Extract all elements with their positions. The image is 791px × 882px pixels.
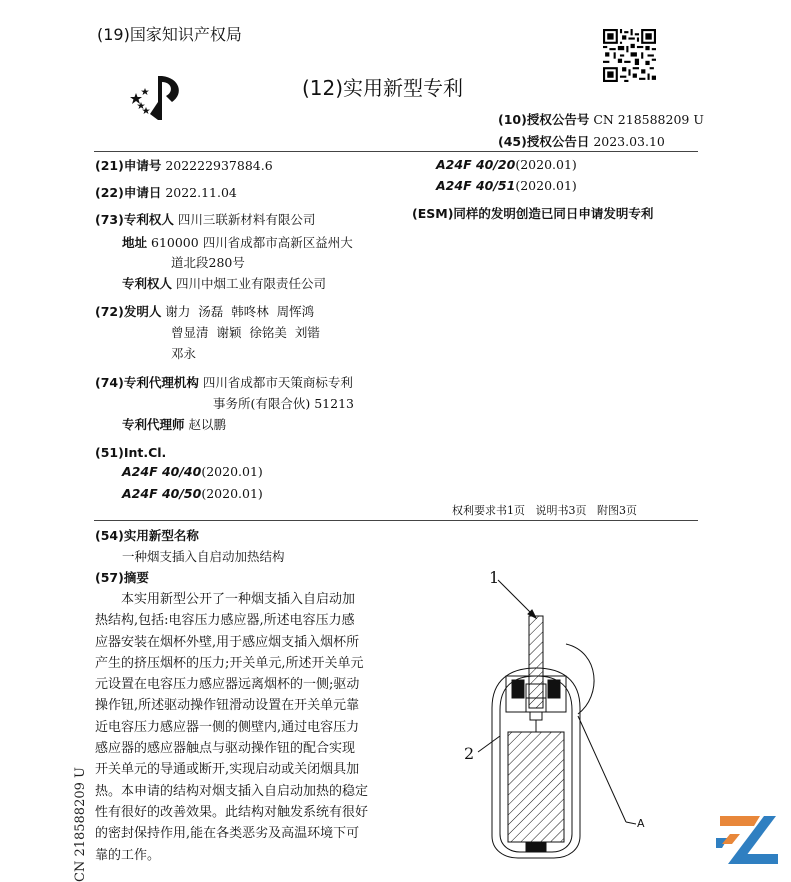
sensor-right — [548, 680, 560, 698]
device-drawing — [478, 580, 636, 858]
leader-line-a — [578, 716, 626, 822]
abstract-text — [95, 589, 368, 866]
figure-label-a: A — [637, 817, 645, 830]
figure-label-1: 1 — [489, 568, 500, 587]
abstract-line: 产生的挤压烟杯的压力;开关单元,所述开关单元 — [95, 655, 364, 671]
abstract-line: 开关单元的导通或断开,实现启动或关闭烟具加 — [95, 762, 360, 778]
abstract-line: 热结构,包括:电容压力感应器,所述电容压力感 — [95, 613, 355, 629]
intcl-entry-1 — [122, 464, 263, 479]
intcl-version: (2020.01) — [201, 486, 263, 501]
patentee-2-label: 专利权人 — [122, 276, 173, 291]
application-number-label: (21)申请号 — [95, 158, 162, 173]
abstract-line: 元设置在电容压力感应器远离烟杯的一侧;驱动 — [95, 677, 360, 693]
bottom-contact — [526, 842, 546, 852]
patentee-2-value: 四川中烟工业有限责任公司 — [176, 276, 327, 291]
abstract-line: 感应器的感应器触点与驱动操作钮的配合实现 — [95, 741, 356, 757]
abstract-line: 操作钮,所述驱动操作钮滑动设置在开关单元靠 — [95, 698, 360, 714]
publication-date-label: (45)授权公告日 — [498, 134, 590, 149]
page-counts: 权利要求书1页 说明书3页 附图3页 — [452, 504, 637, 517]
document-type-title: (12)实用新型专利 — [302, 76, 464, 100]
abstract-line: 热。本申请的结构对烟支插入自启动加热的稳定 — [95, 783, 369, 799]
address-label: 地址 — [122, 235, 148, 250]
abstract-line: 应器安装在烟杯外壁,用于感应烟支插入烟杯所 — [95, 634, 360, 650]
intcl-code: A24F 40/50 — [122, 486, 202, 501]
publication-number-value: CN 218588209 U — [593, 112, 704, 127]
agent-label: 专利代理师 — [122, 417, 185, 432]
patentee-1-value: 四川三联新材料有限公司 — [177, 212, 316, 227]
intcl-code: A24F 40/51 — [436, 178, 516, 193]
publication-date — [498, 132, 665, 150]
middle-divider — [94, 520, 698, 521]
top-divider — [94, 151, 698, 152]
address — [122, 232, 353, 253]
qr-code-icon — [603, 29, 656, 82]
inventors-line-3: 邓永 — [171, 346, 197, 361]
intcl-code: A24F 40/20 — [436, 157, 516, 172]
abstract-line: 本实用新型公开了一种烟支插入自启动加 — [121, 592, 356, 607]
abstract-line: 的密封保持作用,能在各类恶劣及高温环境下可 — [95, 826, 360, 842]
agent-value: 赵以鹏 — [188, 417, 227, 432]
intcl-right-entry-2 — [436, 178, 577, 193]
application-date-value: 2022.11.04 — [165, 185, 237, 200]
inventors-line-1: 谢力 汤磊 韩咚林 周恽鸿 — [165, 304, 315, 319]
utility-model-title-label: (54)实用新型名称 — [95, 528, 199, 543]
intcl-version: (2020.01) — [515, 157, 577, 172]
application-date-label: (22)申请日 — [95, 185, 162, 200]
publication-number — [498, 110, 704, 128]
abstract-label: (57)摘要 — [95, 570, 149, 585]
agent — [122, 414, 226, 435]
esm-note: (ESM)同样的发明创造已同日申请发明专利 — [412, 206, 654, 221]
intcl-version: (2020.01) — [515, 178, 577, 193]
application-date — [95, 182, 237, 203]
agency-line-1: 四川省成都市天策商标专利 — [202, 375, 353, 390]
sensor-left — [512, 680, 524, 698]
inventors-line-2: 曾显清 谢颖 徐铭美 刘锴 — [171, 325, 320, 340]
patentee-label: (73)专利权人 — [95, 212, 174, 227]
leader-line-2 — [478, 736, 500, 752]
address-line-2: 道北段280号 — [171, 255, 245, 270]
drive-button — [530, 712, 542, 720]
patentee-1 — [95, 209, 315, 230]
agency-label: (74)专利代理机构 — [95, 375, 199, 390]
figure-label-2: 2 — [464, 744, 475, 763]
intcl-code: A24F 40/40 — [122, 464, 202, 479]
utility-model-title: 一种烟支插入自启动加热结构 — [122, 549, 285, 564]
intcl-version: (2020.01) — [201, 464, 263, 479]
application-number-value: 202222937884.6 — [165, 158, 273, 173]
address-line-1: 610000 四川省成都市高新区益州大 — [151, 235, 353, 250]
abstract-line: 靠的工作。 — [95, 847, 161, 863]
office-name: (19)国家知识产权局 — [97, 25, 242, 44]
abstract-line: 性有很好的改善效果。此结构对触发系统有很好 — [95, 804, 369, 820]
battery — [508, 732, 564, 842]
watermark-logo-icon — [714, 812, 780, 868]
patentee-2 — [122, 273, 326, 294]
intcl-right-entry-1 — [436, 157, 577, 172]
intcl-entry-2 — [122, 486, 263, 501]
publication-number-label: (10)授权公告号 — [498, 112, 590, 127]
inventors-label: (72)发明人 — [95, 304, 162, 319]
side-number: CN 218588209 U — [73, 767, 88, 882]
intcl-label: (51)Int.Cl. — [95, 445, 167, 460]
publication-date-value: 2023.03.10 — [593, 134, 665, 149]
application-number — [95, 155, 273, 176]
inventors — [95, 301, 314, 322]
agency — [95, 372, 353, 393]
cigarette-stick — [529, 616, 543, 708]
abstract-line: 近电容压力感应器一侧的侧壁内,通过电容压力 — [95, 719, 360, 735]
cnipa-logo-icon — [128, 72, 186, 124]
side-number-strip — [70, 760, 90, 882]
agency-line-2: 事务所(有限合伙) 51213 — [213, 396, 354, 411]
